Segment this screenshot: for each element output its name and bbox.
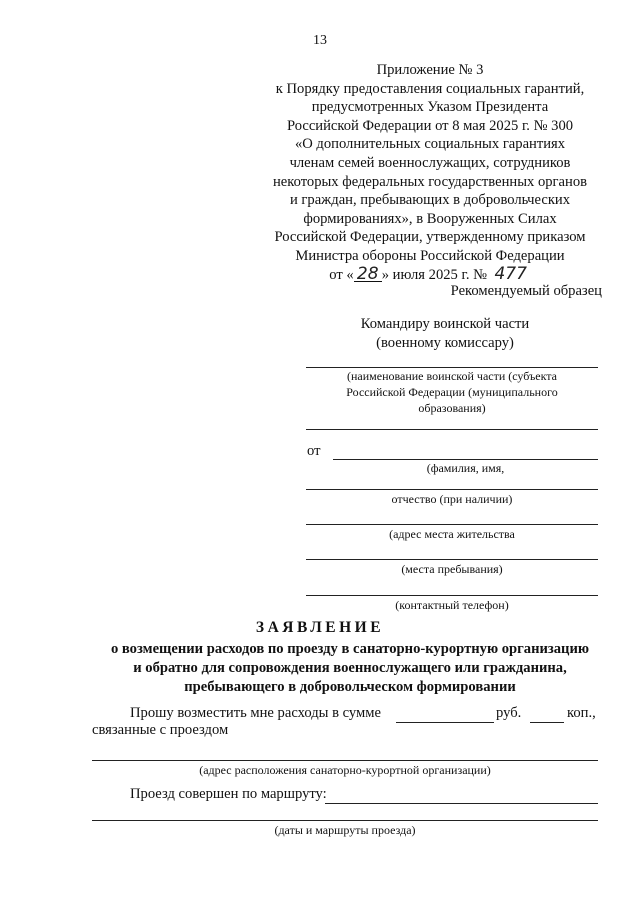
subtitle-line: и обратно для сопровождения военнослужащего или гражданина, [133, 660, 567, 676]
appendix-line: некоторых федеральных государственных органов [272, 173, 588, 190]
request-text: Прошу возместить мне расходы в сумме [130, 705, 381, 721]
sanatorium-address-line[interactable] [92, 760, 598, 761]
date-prefix: от « [329, 266, 354, 283]
addressee-line: (военному комиссару) [376, 335, 514, 351]
appendix-line: формированиях», в Вооруженных Силах [303, 210, 557, 227]
caption-name: (фамилия, имя, [426, 461, 505, 475]
caption-patronymic: отчество (при наличии) [391, 492, 513, 506]
caption-residence: (адрес места жительства [389, 527, 515, 541]
appendix-date-line [262, 263, 598, 285]
route-field[interactable] [325, 803, 598, 804]
unit-name-line-2[interactable] [306, 429, 598, 430]
caption-route: (даты и маршруты проезда) [274, 823, 416, 837]
appendix-line: Российской Федерации, утвержденному приказом [274, 229, 586, 246]
route-text: Проезд совершен по маршруту: [130, 786, 327, 802]
handwritten-order-number: 477 [494, 263, 527, 284]
amount-rub-field[interactable] [396, 722, 494, 723]
date-middle: » июля 2025 г. № [381, 266, 488, 283]
appendix-line: Приложение № 3 [376, 62, 484, 78]
appendix-block [262, 61, 598, 284]
amount-kop-field[interactable] [530, 722, 564, 723]
subtitle-line: пребывающего в добровольческом формировании [184, 679, 516, 695]
handwritten-day: 28 [354, 267, 382, 282]
caption-stay: (места пребывания) [401, 562, 503, 576]
caption-unit-line: Российской Федерации (муниципального [346, 385, 558, 399]
appendix-line: к Порядку предоставления социальных гарантий, [275, 80, 585, 97]
caption-unit [306, 368, 598, 416]
caption-unit-line: образования) [418, 401, 486, 415]
appendix-line: членам семей военнослужащих, сотрудников [289, 154, 571, 171]
from-label: от [307, 443, 321, 459]
appendix-line: предусмотренных Указом Президента [311, 99, 549, 116]
stay-line[interactable] [306, 559, 598, 560]
subtitle-line: о возмещении расходов по проезду в санаторно-курортную организацию [110, 641, 590, 657]
phone-line[interactable] [306, 595, 598, 596]
caption-sanatorium: (адрес расположения санаторно-курортной организации) [199, 763, 491, 777]
appendix-line: Российской Федерации от 8 мая 2025 г. № 300 [286, 117, 574, 134]
related-text: связанные с проездом [92, 722, 229, 738]
document-subtitle [60, 640, 640, 697]
appendix-line: Министра обороны Российской Федерации [295, 247, 565, 264]
addressee-line: Командиру воинской части [360, 316, 530, 332]
appendix-line: и граждан, пребывающих в добровольческих [289, 192, 571, 209]
caption-unit-line: (наименование воинской части (субъекта [347, 369, 557, 383]
document-title: ЗАЯВЛЕНИЕ [255, 619, 385, 636]
route-line-2[interactable] [92, 820, 598, 821]
addressee-block [330, 315, 560, 353]
page-number: 13 [313, 33, 327, 48]
rub-label: руб. [496, 705, 522, 721]
kop-label: коп., [567, 705, 596, 721]
appendix-line: «О дополнительных социальных гарантиях [294, 136, 566, 153]
patronymic-line[interactable] [306, 489, 598, 490]
residence-line[interactable] [306, 524, 598, 525]
recommended-sample-label: Рекомендуемый образец [450, 283, 602, 299]
caption-phone: (контактный телефон) [395, 598, 509, 612]
